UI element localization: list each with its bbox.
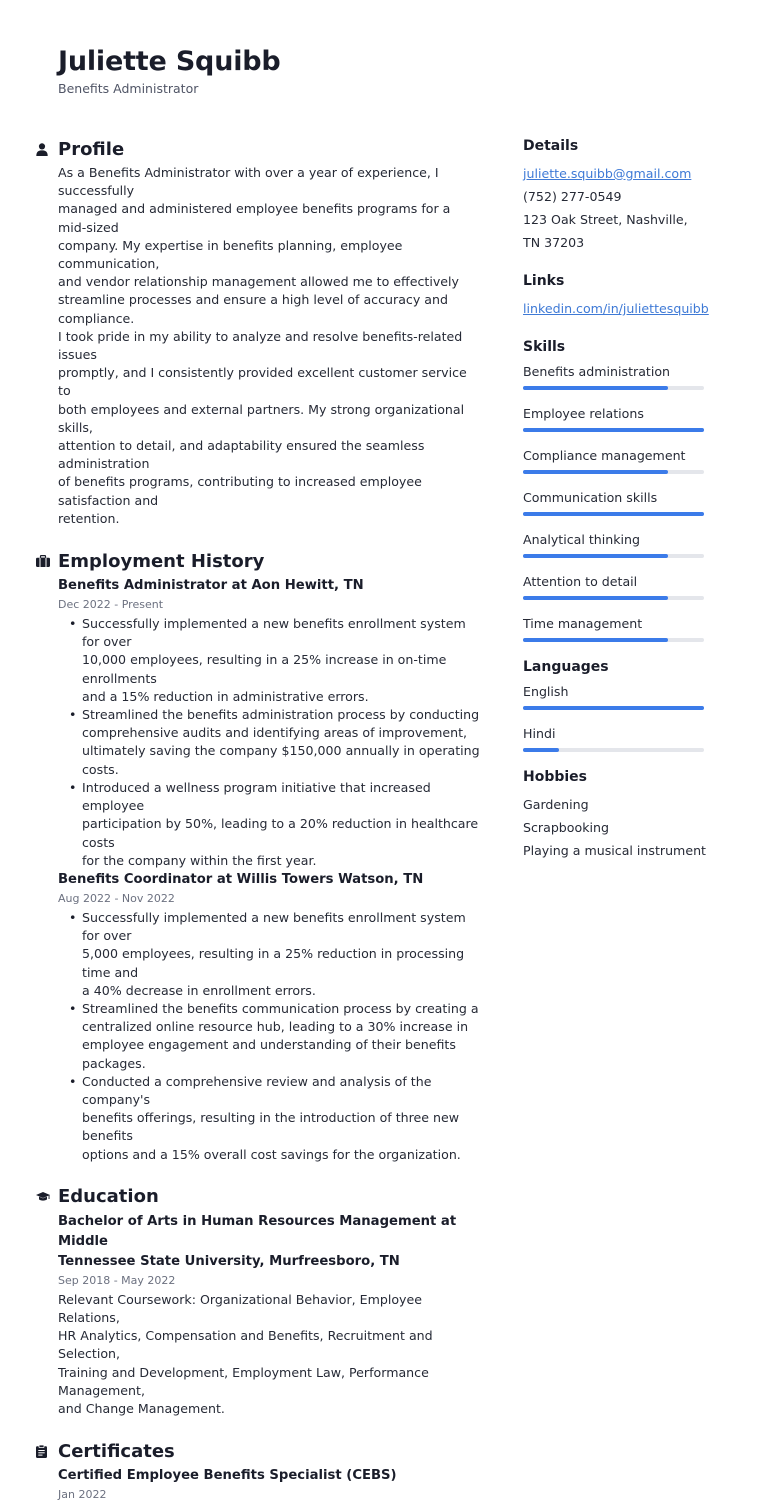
certificate-title: Certified Employee Benefits Specialist (CEBS) xyxy=(58,1468,397,1484)
links-heading: Links xyxy=(523,273,565,289)
skill-item xyxy=(523,573,708,600)
profile-heading xyxy=(36,136,482,162)
skill-label: Benefits administration xyxy=(523,364,671,379)
email-link[interactable]: juliette.squibb@gmail.com xyxy=(523,166,692,181)
skill-label: Attention to detail xyxy=(523,574,638,589)
profile-line: retention. xyxy=(58,510,120,526)
bullet-line: a 40% decrease in enrollment errors. xyxy=(82,982,316,998)
profile-line: company. My expertise in benefits planning, employee communication, xyxy=(58,237,403,272)
bullet-line: for the company within the first year. xyxy=(82,852,317,868)
skill-level-bar xyxy=(523,554,704,558)
skill-label: Analytical thinking xyxy=(523,532,641,547)
skill-level-bar xyxy=(523,596,704,600)
profile-line: and vendor relationship management allowed me to effectively xyxy=(58,274,459,290)
skill-level-fill xyxy=(523,638,668,642)
education-heading xyxy=(36,1184,482,1210)
education-dates: Sep 2018 - May 2022 xyxy=(58,1273,176,1287)
education-entry xyxy=(36,1212,482,1418)
list-item xyxy=(82,615,482,706)
education-line: Training and Development, Employment Law, Performance Management, xyxy=(58,1364,429,1398)
list-item xyxy=(82,706,482,779)
skill-level-fill xyxy=(523,512,704,516)
briefcase-icon xyxy=(36,555,58,567)
profile-line: As a Benefits Administrator with over a year of experience, I successfully xyxy=(58,165,439,199)
job-entry xyxy=(36,870,482,1164)
skill-level-bar xyxy=(523,512,704,516)
bullet-line: 5,000 employees, resulting in a 25% reduction in processing time and xyxy=(82,946,465,980)
education-line: Relevant Coursework: Organizational Behavior, Employee Relations, xyxy=(58,1291,422,1325)
hobby-item: Scrapbooking xyxy=(523,820,609,835)
education-line: and Change Management. xyxy=(58,1400,225,1416)
bullet-line: centralized online resource hub, leading to a 30% increase in xyxy=(82,1019,469,1035)
profile-line: attention to detail, and adaptability ensured the seamless administration xyxy=(58,438,425,472)
bullet-line: • Streamlined the benefits administration process by conducting xyxy=(82,707,480,723)
job-title: Benefits Administrator at Aon Hewitt, TN xyxy=(58,578,364,594)
employment-heading xyxy=(36,548,482,574)
skills-list xyxy=(523,363,708,642)
skill-level-bar xyxy=(523,470,704,474)
bullet-line: comprehensive audits and identifying areas of improvement, xyxy=(82,725,468,741)
profile-line: promptly, and I consistently provided excellent customer service to xyxy=(58,365,467,399)
education-title: Education xyxy=(58,1186,159,1208)
language-level-bar xyxy=(523,706,704,710)
hobbies-heading: Hobbies xyxy=(523,769,588,785)
language-item xyxy=(523,725,708,752)
language-level-fill xyxy=(523,748,559,752)
job-entry xyxy=(36,576,482,870)
list-item xyxy=(82,1073,482,1164)
certificates-title: Certificates xyxy=(58,1440,175,1462)
job-dates: Dec 2022 - Present xyxy=(58,598,164,612)
degree-title-line: Bachelor of Arts in Human Resources Management at Middle xyxy=(58,1213,457,1249)
bullet-line: options and a 15% overall cost savings for the organization. xyxy=(82,1146,461,1162)
sidebar-column xyxy=(523,136,708,862)
phone-number: (752) 277-0549 xyxy=(523,189,622,204)
degree-title-line: Tennessee State University, Murfreesboro, TN xyxy=(58,1253,400,1269)
bullet-line: 10,000 employees, resulting in a 25% increase in on-time enrollments xyxy=(82,652,447,686)
list-item xyxy=(82,909,482,1000)
certificates-heading xyxy=(36,1438,482,1464)
profile-title: Profile xyxy=(58,138,125,160)
job-bullets xyxy=(82,909,482,1164)
skill-item xyxy=(523,489,708,516)
skills-heading: Skills xyxy=(523,339,566,355)
education-description xyxy=(58,1291,482,1418)
skill-item xyxy=(523,405,708,432)
profile-line: streamline processes and ensure a high level of accuracy and compliance. xyxy=(58,292,448,326)
skill-item xyxy=(523,363,708,390)
profile-line: I took pride in my ability to analyze and resolve benefits-related issues xyxy=(58,328,463,363)
details-section xyxy=(523,162,708,254)
certificate-icon xyxy=(36,1445,58,1458)
hobby-item: Playing a musical instrument xyxy=(523,843,706,858)
certificate-entry xyxy=(36,1466,482,1503)
languages-heading: Languages xyxy=(523,659,609,675)
skill-level-bar xyxy=(523,638,704,642)
language-level-bar xyxy=(523,748,704,752)
skill-item xyxy=(523,447,708,474)
degree-title xyxy=(58,1212,482,1272)
candidate-name: Juliette Squibb xyxy=(58,46,281,77)
bullet-line: employee engagement and understanding of their benefits packages. xyxy=(82,1037,456,1071)
skill-level-fill xyxy=(523,596,668,600)
skill-label: Employee relations xyxy=(523,406,644,421)
bullet-line: ultimately saving the company $150,000 annually in operating costs. xyxy=(82,743,480,777)
language-level-fill xyxy=(523,706,704,710)
skill-item xyxy=(523,615,708,642)
skill-level-bar xyxy=(523,428,704,432)
language-label: English xyxy=(523,684,569,699)
skill-level-fill xyxy=(523,554,668,558)
details-heading: Details xyxy=(523,138,579,154)
skill-level-bar xyxy=(523,386,704,390)
profile-line: both employees and external partners. My strong organizational skills, xyxy=(58,401,465,435)
skill-level-fill xyxy=(523,470,668,474)
graduation-cap-icon xyxy=(36,1192,58,1202)
employment-title: Employment History xyxy=(58,550,265,572)
hobby-item: Gardening xyxy=(523,797,589,812)
languages-list xyxy=(523,683,708,752)
bullet-line: • Conducted a comprehensive review and analysis of the company's xyxy=(82,1073,432,1107)
bullet-line: • Introduced a wellness program initiative that increased employee xyxy=(82,779,431,814)
education-line: HR Analytics, Compensation and Benefits, Recruitment and Selection, xyxy=(58,1328,433,1362)
profile-line: managed and administered employee benefits programs for a mid-sized xyxy=(58,201,451,235)
skill-label: Compliance management xyxy=(523,448,686,463)
address: 123 Oak Street, Nashville, TN 37203 xyxy=(523,212,688,250)
job-title: Benefits Coordinator at Willis Towers Watson, TN xyxy=(58,871,424,887)
candidate-title: Benefits Administrator xyxy=(58,81,199,96)
list-item xyxy=(82,779,482,870)
certificate-dates: Jan 2022 xyxy=(58,1488,107,1502)
skill-label: Communication skills xyxy=(523,490,658,505)
skill-level-fill xyxy=(523,428,704,432)
profile-summary xyxy=(58,164,482,528)
language-label: Hindi xyxy=(523,726,556,741)
language-item xyxy=(523,683,708,710)
profile-line: of benefits programs, contributing to increased employee satisfaction and xyxy=(58,474,422,508)
hobbies-list xyxy=(523,793,708,862)
bullet-line: participation by 50%, leading to a 20% reduction in healthcare costs xyxy=(82,816,479,850)
bullet-line: • Successfully implemented a new benefits enrollment system for over xyxy=(82,616,466,650)
skill-label: Time management xyxy=(523,616,643,631)
linkedin-link[interactable]: linkedin.com/in/juliettesquibb xyxy=(523,301,709,316)
person-icon xyxy=(36,143,58,156)
skill-level-fill xyxy=(523,386,668,390)
main-column xyxy=(36,136,482,1503)
bullet-line: and a 15% reduction in administrative errors. xyxy=(82,688,369,704)
job-bullets xyxy=(82,615,482,870)
skill-item xyxy=(523,531,708,558)
bullet-line: • Streamlined the benefits communication process by creating a xyxy=(82,1000,479,1016)
list-item xyxy=(82,1000,482,1073)
job-dates: Aug 2022 - Nov 2022 xyxy=(58,891,175,905)
bullet-line: • Successfully implemented a new benefits enrollment system for over xyxy=(82,909,466,944)
bullet-line: benefits offerings, resulting in the introduction of three new benefits xyxy=(82,1110,460,1144)
